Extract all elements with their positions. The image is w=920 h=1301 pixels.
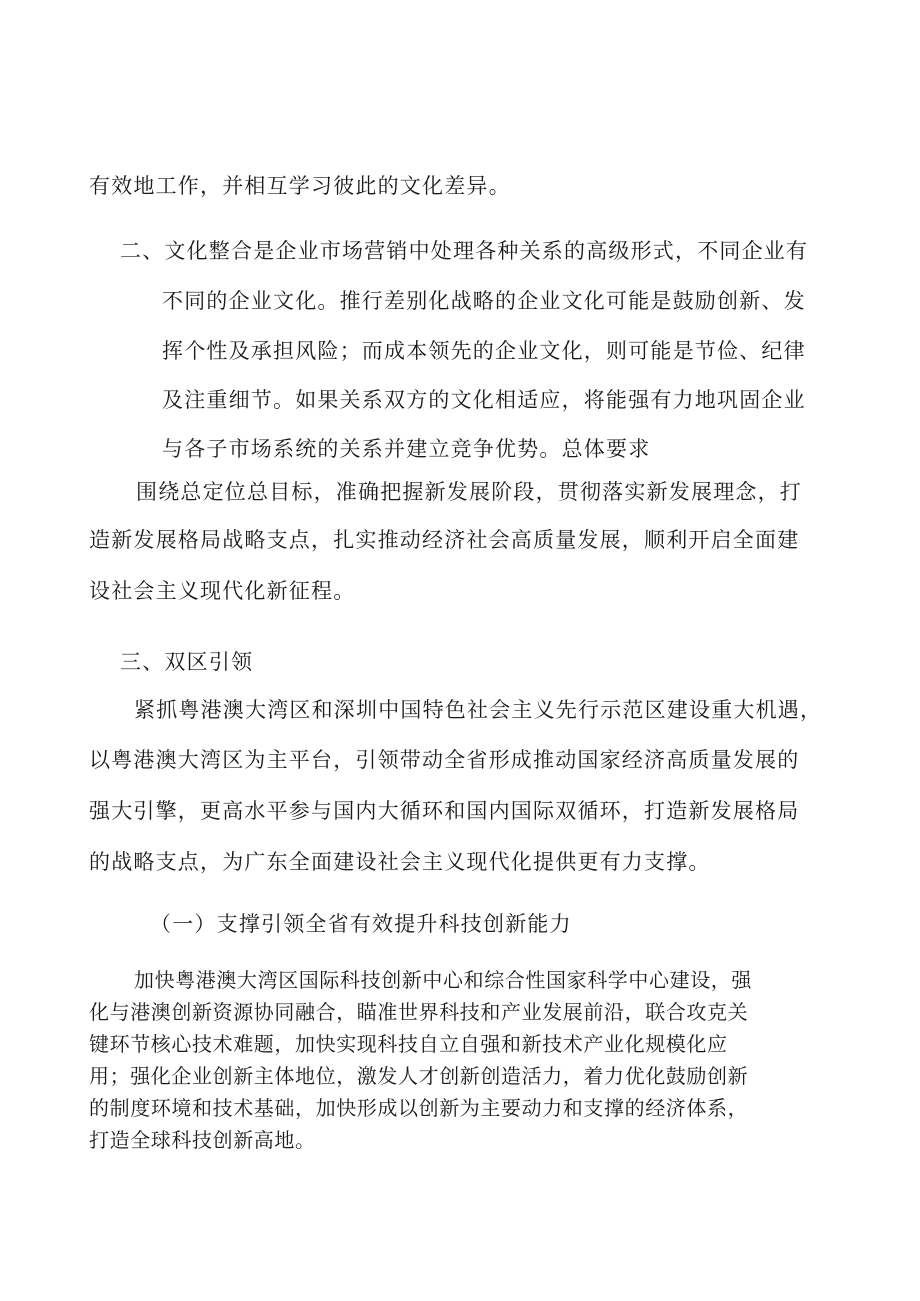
paragraph-general-line-3: 设社会主义现代化新征程。 [89, 579, 356, 603]
paragraph-one-line-6: 打造全球科技创新高地。 [89, 1128, 316, 1152]
paragraph-two-line-4: 及注重细节。如果关系双方的文化相适应，将能强有力地巩固企业 [162, 388, 806, 412]
paragraph-two-line-5: 与各子市场系统的关系并建立竞争优势。总体要求 [162, 437, 651, 461]
paragraph-two-line-3: 挥个性及承担风险；而成本领先的企业文化，则可能是节俭、纪律 [162, 339, 806, 363]
paragraph-one-line-1: 加快粤港澳大湾区国际科技创新中心和综合性国家科学中心建设，强 [134, 968, 752, 992]
paragraph-one-line-5: 的制度环境和技术基础，加快形成以创新为主要动力和支撑的经济体系， [89, 1096, 749, 1120]
paragraph-three-line-2: 以粤港澳大湾区为主平台，引领带动全省形成推动国家经济高质量发展的 [89, 748, 800, 772]
paragraph-one-line-3: 键环节核心技术难题，加快实现科技自立自强和新技术产业化规模化应 [89, 1032, 728, 1056]
paragraph-one-line-4: 用；强化企业创新主体地位，激发人才创新创造活力，着力优化鼓励创新 [89, 1064, 749, 1088]
paragraph-general-line-2: 造新发展格局战略支点，扎实推动经济社会高质量发展，顺利开启全面建 [89, 528, 800, 552]
paragraph-two-line-1: 二、文化整合是企业市场营销中处理各种关系的高级形式，不同企业有 [120, 239, 809, 263]
paragraph-three-line-3: 强大引擎，更高水平参与国内大循环和国内国际双循环，打造新发展格局 [89, 799, 800, 823]
paragraph-three-line-4: 的战略支点，为广东全面建设社会主义现代化提供更有力支撑。 [89, 850, 711, 874]
paragraph-intro-line-1: 有效地工作，并相互学习彼此的文化差异。 [89, 174, 511, 198]
paragraph-two-line-2: 不同的企业文化。推行差别化战略的企业文化可能是鼓励创新、发 [162, 289, 806, 313]
heading-section-three: 三、双区引领 [120, 650, 254, 674]
paragraph-three-line-1: 紧抓粤港澳大湾区和深圳中国特色社会主义先行示范区建设重大机遇， [134, 698, 823, 722]
paragraph-general-line-1: 围绕总定位总目标，准确把握新发展阶段，贯彻落实新发展理念，打 [136, 480, 802, 504]
paragraph-one-line-2: 化与港澳创新资源协同融合，瞄准世界科技和产业发展前沿，联合攻克关 [89, 1000, 749, 1024]
subheading-one: （一）支撑引领全省有效提升科技创新能力 [150, 912, 572, 936]
